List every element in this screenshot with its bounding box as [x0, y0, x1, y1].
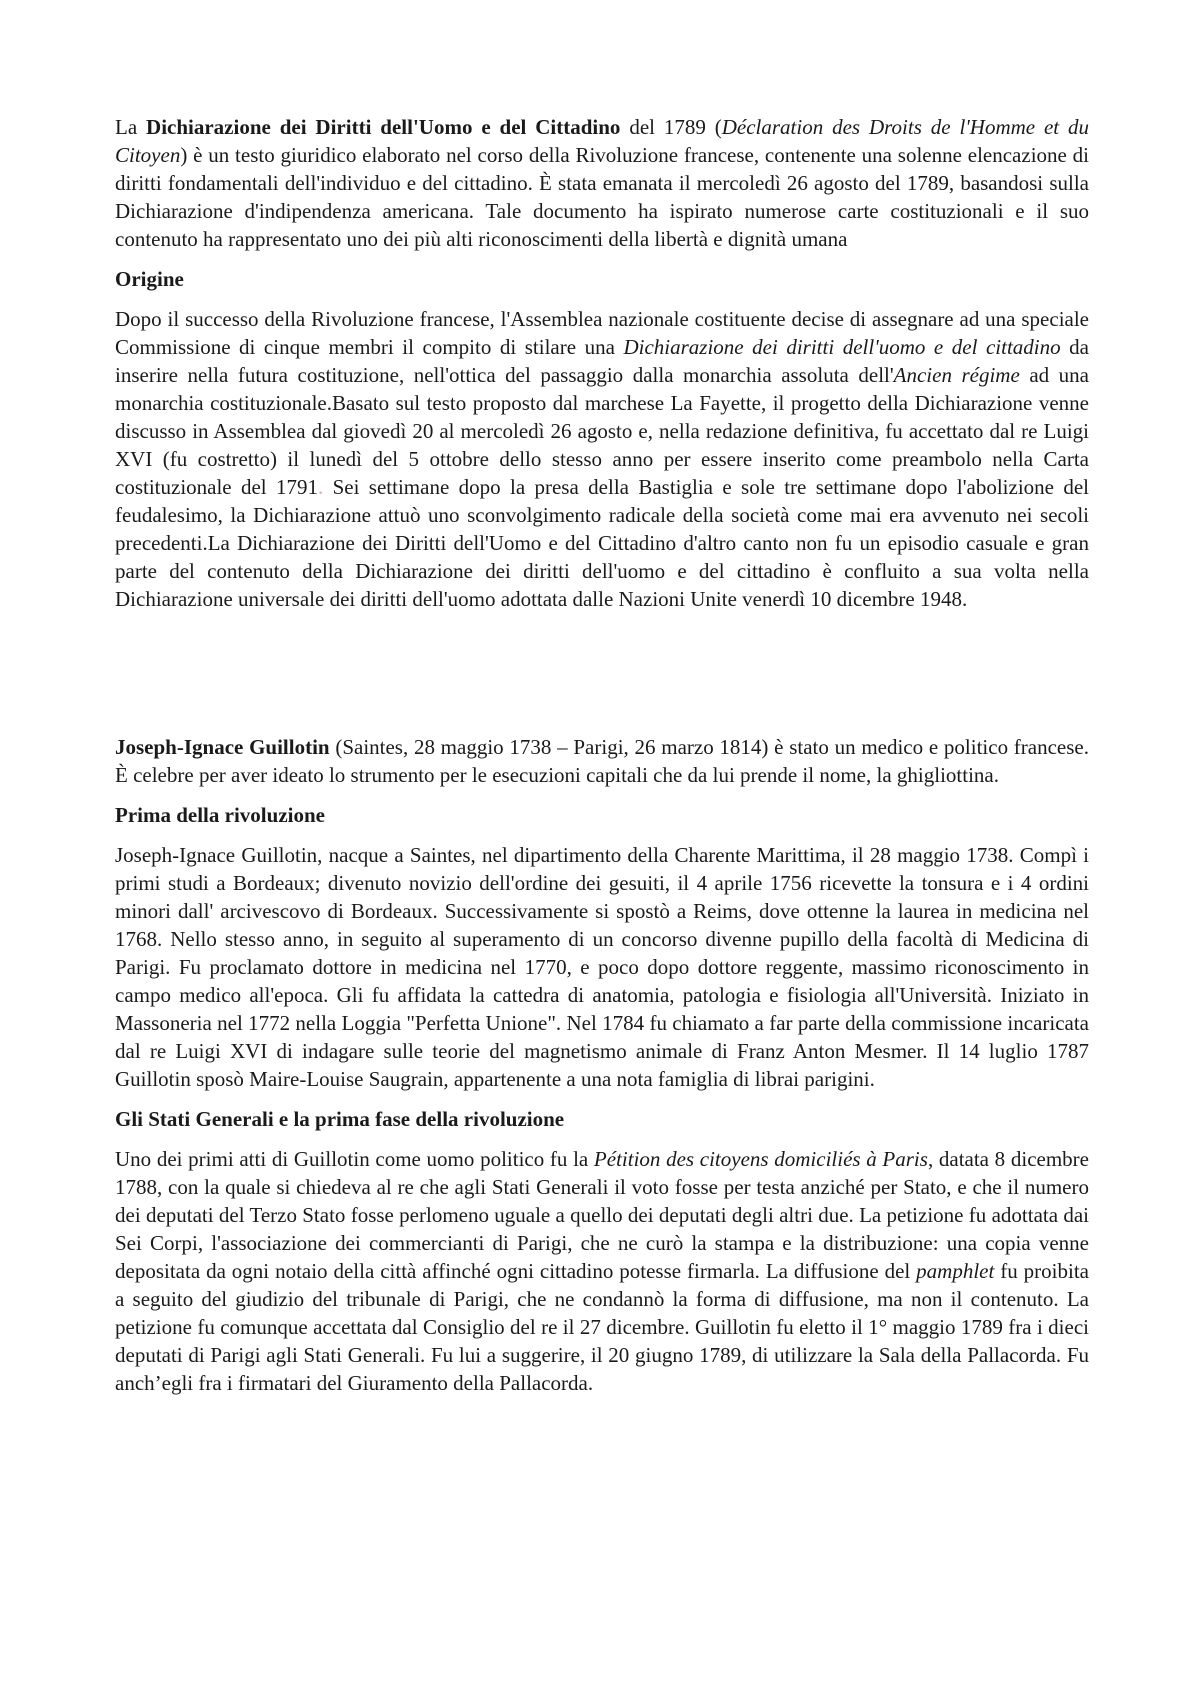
highlight-mark: .	[318, 475, 324, 499]
document-page	[115, 113, 1089, 1397]
intro-text-1: del 1789 (	[620, 115, 722, 139]
stati-text-2: , datata 8 dicembre 1788, con la quale si chiedeva al re che agli Stati Generali il voto fosse per testa anziché per Stato, e che il numero dei deputati del Terzo Stato fosse perlomeno uguale a quello dei deputati degli altri due. La petizione fu adottata dai Sei Corpi, l'associazione dei commercianti di Parigi, che ne curò la stampa e la distribuzione: una copia venne depositata da ogni notaio della città affinché ogni cittadino potesse firmarla. La diffusione del	[115, 1147, 1089, 1283]
guillotin-intro-text: (Saintes, 28 maggio 1738 – Parigi, 26 marzo 1814) è stato un medico e politico francese. È celebre per aver ideato lo strumento per le esecuzioni capitali che da lui prende il nome, la ghigliottina.	[115, 735, 1089, 787]
guillotin-intro-paragraph	[115, 733, 1089, 789]
origine-text-4: Sei settimane dopo la presa della Bastiglia e sole tre settimane dopo l'abolizione del feudalesimo, la Dichiarazione attuò uno sconvolgimento radicale della società come mai era avvenuto nei secoli precedenti.La Dichiarazione dei Diritti dell'Uomo e del Cittadino d'altro canto non fu un episodio casuale e gran parte del contenuto della Dichiarazione dei diritti dell'uomo e del cittadino è confluito a sua volta nella Dichiarazione universale dei diritti dell'uomo adottata dalle Nazioni Unite venerdì 10 dicembre 1948.	[115, 475, 1089, 611]
french-title: Déclaration des Droits de l'Homme et du Citoyen	[115, 115, 1090, 167]
origine-paragraph	[115, 305, 1089, 613]
stati-text-3: fu proibita a seguito del giudizio del tribunale di Parigi, che ne condannò la forma di diffusione, ma non il contenuto. La petizione fu comunque accettata dal Consiglio del re il 27 dicembre. Guillotin fu eletto il 1° maggio 1789 fra i dieci deputati di Parigi agli Stati Generali. Fu lui a suggerire, il 20 giugno 1789, di utilizzare la Sala della Pallacorda. Fu anch’egli fra i firmatari del Giuramento della Pallacorda.	[115, 1259, 1089, 1395]
prima-paragraph: Joseph-Ignace Guillotin, nacque a Saintes, nel dipartimento della Charente Marittima, il 28 maggio 1738. Compì i primi studi a Bordeaux; divenuto novizio dell'ordine dei gesuiti, il 4 aprile 1756 ricevette la tonsura e i 4 ordini minori dall' arcivescovo di Bordeaux. Successivamente si spostò a Reims, dove ottenne la laurea in medicina nel 1768. Nello stesso anno, in seguito al superamento di un concorso divenne pupillo della facoltà di Medicina di Parigi. Fu proclamato dottore in medicina nel 1770, e poco dopo dottore reggente, massimo riconoscimento in campo medico all'epoca. Gli fu affidata la cattedra di anatomia, patologia e fisiologia all'Università. Iniziato in Massoneria nel 1772 nella Loggia "Perfetta Unione". Nel 1784 fu chiamato a far parte della commissione incaricata dal re Luigi XVI di indagare sulle teorie del magnetismo animale di Franz Anton Mesmer. Il 14 luglio 1787 Guillotin sposò Maire-Louise Saugrain, appartenente a una nota famiglia di librai parigini.	[115, 843, 1089, 1091]
stati-italic-1: Pétition des citoyens domiciliés à Paris	[593, 1147, 928, 1171]
stati-italic-2: pamphlet	[916, 1259, 995, 1283]
declaration-term: Dichiarazione dei Diritti dell'Uomo e del Cittadino	[146, 115, 621, 139]
intro-text-2: ) è un testo giuridico elaborato nel corso della Rivoluzione francese, contenente una solenne elencazione di diritti fondamentali dell'individuo e del cittadino. È stata emanata il mercoledì 26 agosto del 1789, basandosi sulla Dichiarazione d'indipendenza americana. Tale documento ha ispirato numerose carte costituzionali e il suo contenuto ha rappresentato uno dei più alti riconoscimenti della libertà e dignità umana	[115, 143, 1089, 251]
heading-origine: Origine	[115, 267, 184, 291]
intro-lead: La	[115, 115, 147, 139]
section-spacer	[115, 613, 1089, 733]
heading-stati-generali: Gli Stati Generali e la prima fase della rivoluzione	[115, 1107, 565, 1131]
heading-prima-della-rivoluzione: Prima della rivoluzione	[115, 803, 325, 827]
origine-text-2: da inserire nella futura costituzione, nell'ottica del passaggio dalla monarchia assoluta dell'	[115, 335, 1089, 387]
stati-paragraph	[115, 1145, 1089, 1397]
guillotin-name: Joseph-Ignace Guillotin	[115, 735, 330, 759]
declaration-intro-paragraph	[115, 113, 1089, 253]
origine-italic-1: Dichiarazione dei diritti dell'uomo e del cittadino	[623, 335, 1061, 359]
origine-text-1: Dopo il successo della Rivoluzione francese, l'Assemblea nazionale costituente decise di assegnare ad una speciale Commissione di cinque membri il compito di stilare una	[115, 307, 1089, 359]
origine-italic-2: Ancien régime	[893, 363, 1020, 387]
origine-text-3: ad una monarchia costituzionale.Basato sul testo proposto dal marchese La Fayette, il progetto della Dichiarazione venne discusso in Assemblea dal giovedì 20 al mercoledì 26 agosto e, nella redazione definitiva, fu accettato dal re Luigi XVI (fu costretto) il lunedì del 5 ottobre dello stesso anno per essere inserito come preambolo nella Carta costituzionale del 1791	[115, 363, 1090, 499]
stati-text-1: Uno dei primi atti di Guillotin come uomo politico fu la	[115, 1147, 594, 1171]
